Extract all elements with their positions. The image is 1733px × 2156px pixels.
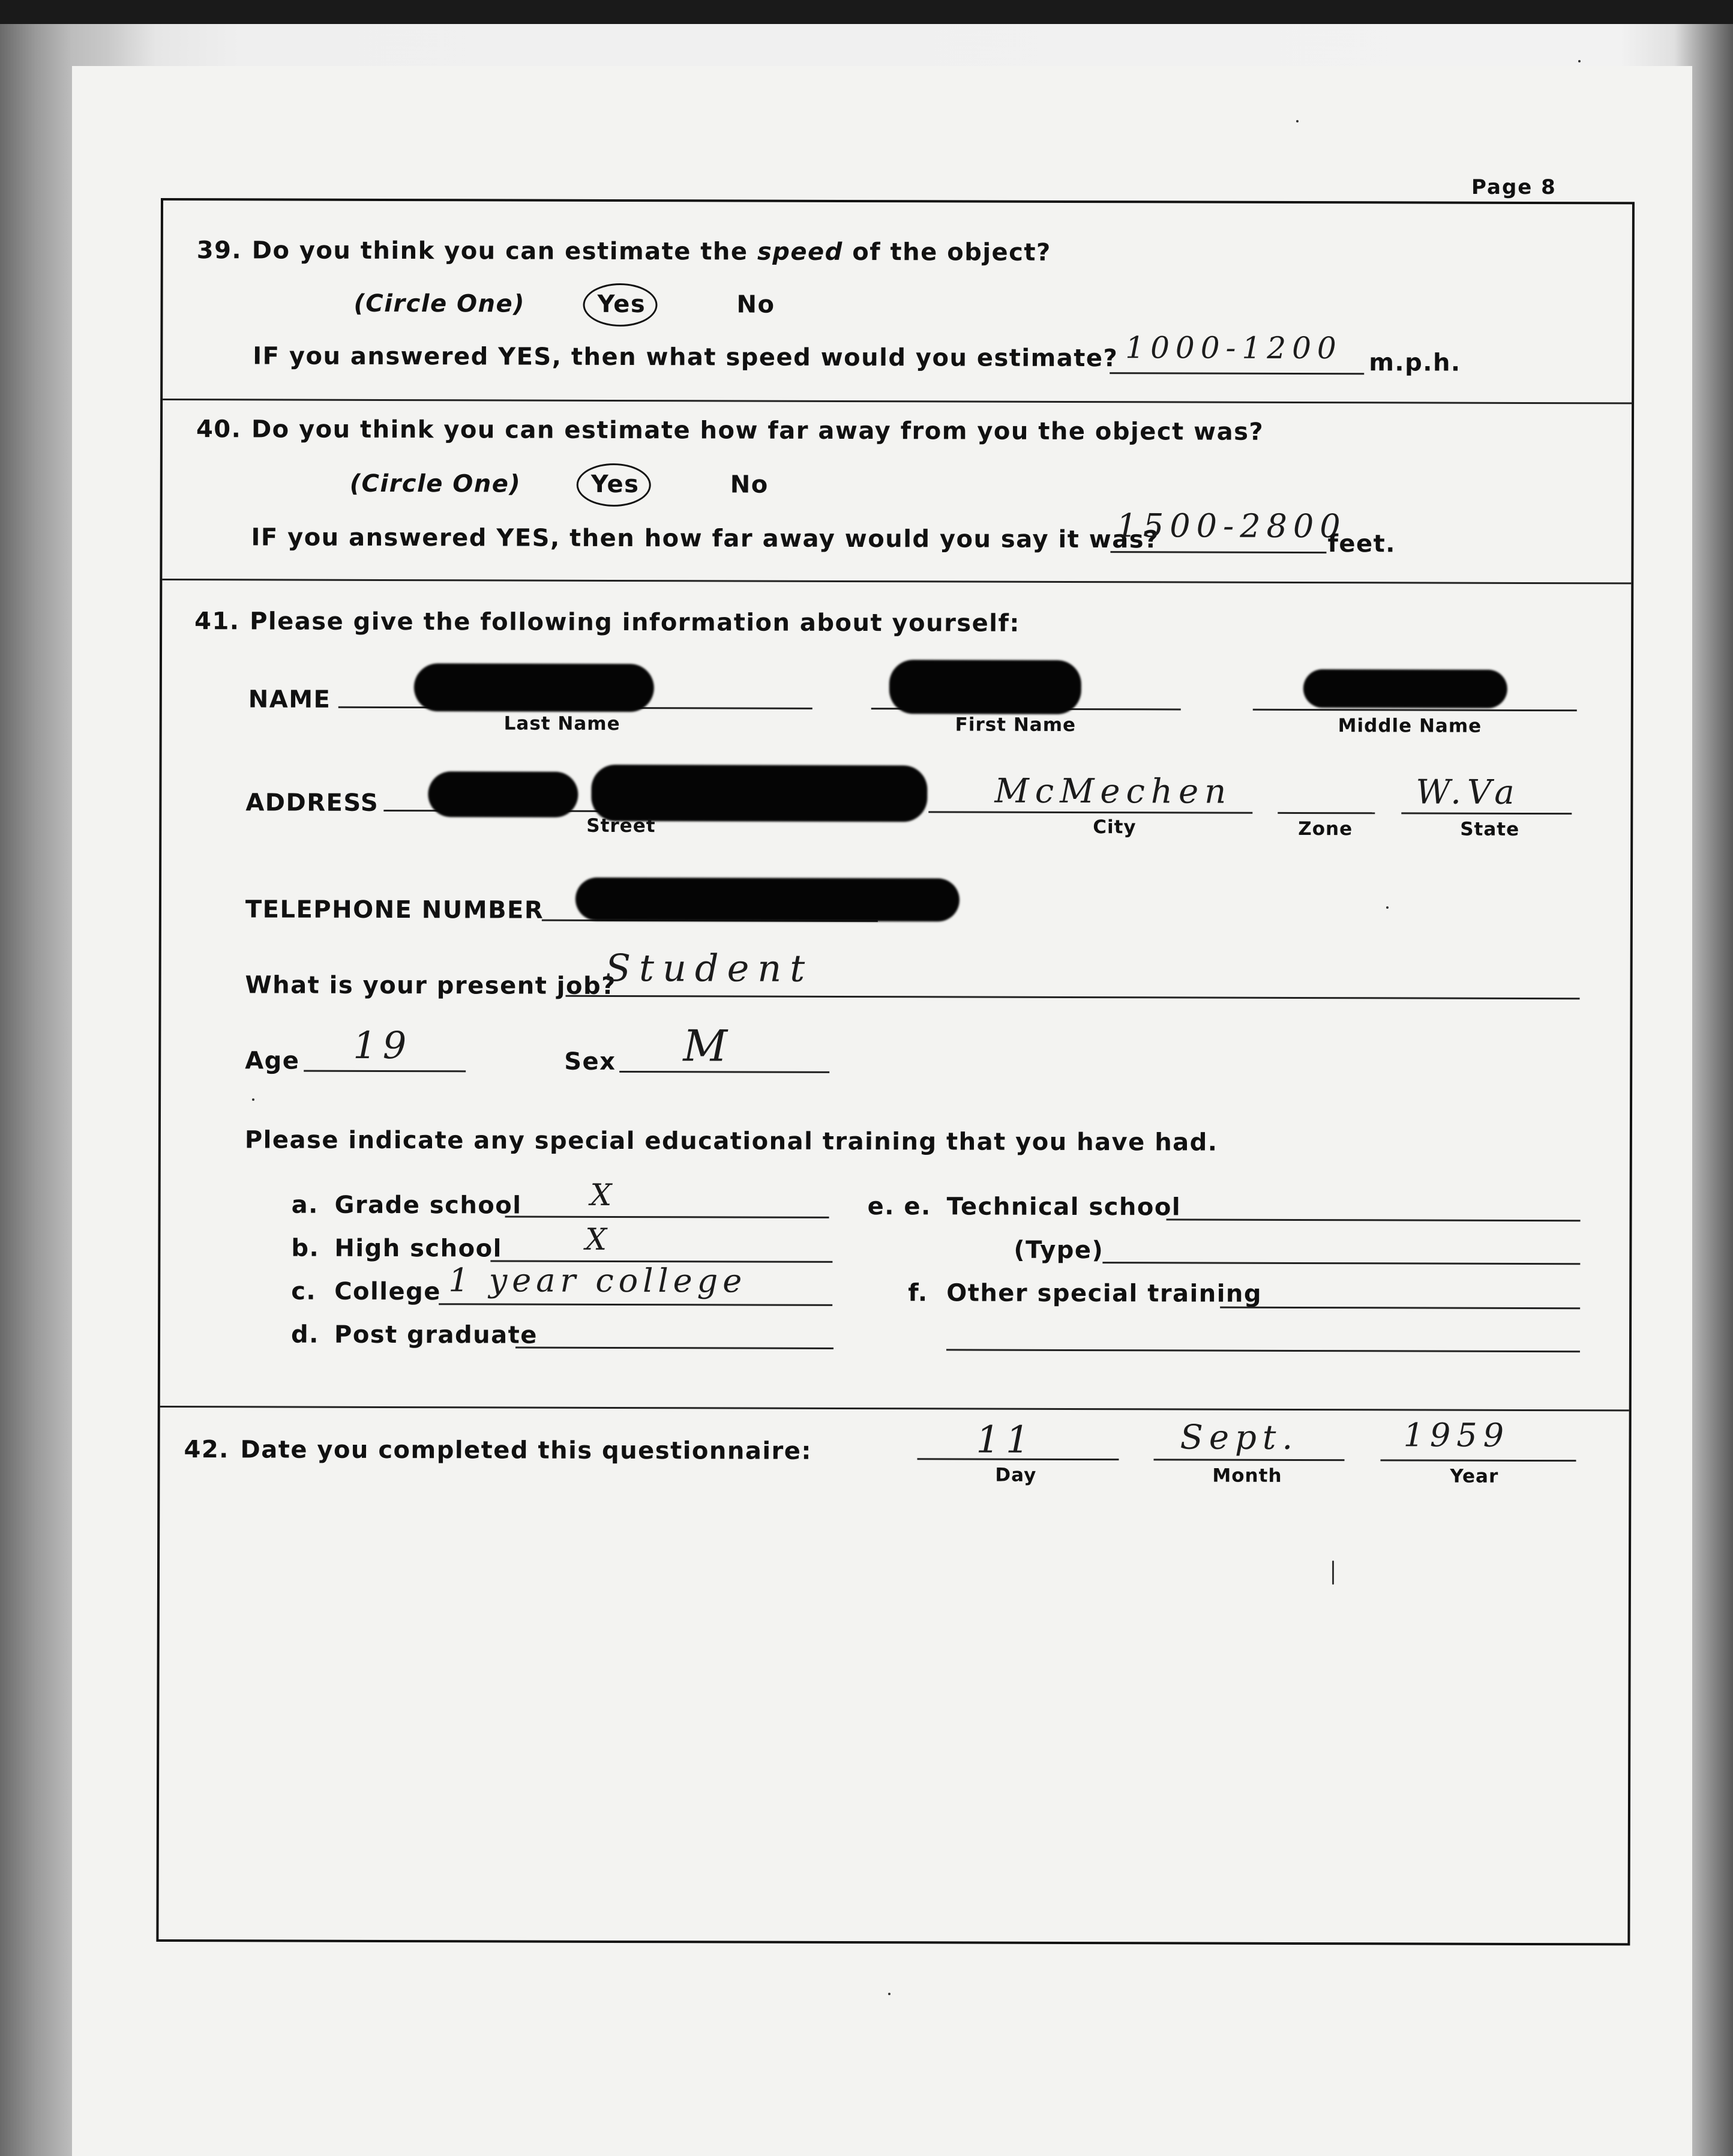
- q40-question: Do you think you can estimate how far away from you the object was?: [251, 415, 1264, 446]
- last-name-redaction: [414, 663, 654, 712]
- q39-yes-option[interactable]: Yes: [597, 290, 646, 319]
- city-line: [928, 811, 1252, 813]
- month-value[interactable]: Sept.: [1180, 1418, 1299, 1457]
- q42-number: 42.: [184, 1436, 229, 1464]
- age-value[interactable]: 19: [353, 1023, 413, 1068]
- q41-prompt: Please give the following information about yourself:: [250, 607, 1020, 637]
- telephone-redaction: [575, 878, 960, 922]
- edu-c-line: [439, 1303, 832, 1306]
- scan-speck: [1578, 60, 1581, 62]
- edu-d-text: Post graduate: [334, 1320, 538, 1349]
- q39-circle-one: (Circle One): [353, 289, 526, 318]
- q39-number: 39.: [196, 236, 242, 265]
- scan-top-edge: [0, 0, 1733, 24]
- middle-name-redaction: [1303, 669, 1507, 708]
- state-value[interactable]: W.Va: [1416, 772, 1521, 812]
- q40-no-option[interactable]: No: [730, 471, 769, 499]
- telephone-label: TELEPHONE NUMBER: [245, 896, 544, 924]
- divider-40-41: [162, 579, 1631, 584]
- scan-speck: [252, 1098, 254, 1101]
- questionnaire-form: [156, 198, 1635, 1945]
- edu-d-line: [515, 1347, 833, 1349]
- job-label: What is your present job?: [245, 971, 616, 1000]
- edu-f-line: [1220, 1307, 1580, 1310]
- edu-b-letter: b.: [291, 1234, 320, 1262]
- street-number-redaction: [428, 771, 578, 818]
- month-line: [1153, 1459, 1344, 1461]
- zone-line: [1278, 812, 1375, 814]
- q39-unit: m.p.h.: [1369, 349, 1461, 377]
- year-value[interactable]: 1959: [1403, 1416, 1510, 1454]
- q40-yes-option[interactable]: Yes: [590, 470, 640, 499]
- last-name-caption: Last Name: [503, 712, 620, 735]
- edu-f-text: Other special training: [946, 1279, 1263, 1308]
- edu-a-line: [505, 1216, 829, 1218]
- scan-speck: [1332, 1561, 1334, 1585]
- q39-answer[interactable]: 1000-1200: [1125, 330, 1342, 366]
- job-line: [566, 995, 1580, 999]
- divider-39-40: [163, 399, 1632, 404]
- zone-caption: Zone: [1298, 818, 1353, 840]
- q40-followup: IF you answered YES, then how far away would you say it was?: [251, 523, 1159, 554]
- scan-speck: [1386, 906, 1389, 909]
- edu-type-text: (Type): [1014, 1236, 1104, 1265]
- q41-number: 41.: [194, 607, 240, 636]
- edu-b-text: High school: [334, 1234, 502, 1263]
- q39-question: [252, 236, 1051, 266]
- edu-type-line: [1102, 1262, 1580, 1265]
- edu-e-letter: e. e.: [867, 1193, 931, 1221]
- scan-speck: [1296, 120, 1299, 122]
- edu-c-letter: c.: [291, 1277, 317, 1305]
- edu-b-value[interactable]: X: [585, 1221, 613, 1257]
- q39-no-option[interactable]: No: [736, 291, 775, 319]
- q42-question: Date you completed this questionnaire:: [240, 1436, 812, 1465]
- year-line: [1380, 1459, 1576, 1462]
- sex-line: [619, 1071, 829, 1073]
- edu-a-text: Grade school: [334, 1191, 522, 1220]
- q40-circle-one: (Circle One): [349, 469, 521, 498]
- edu-e-text: Technical school: [946, 1193, 1182, 1221]
- name-label: NAME: [248, 685, 331, 714]
- education-prompt: Please indicate any special educational training that you have had.: [244, 1126, 1218, 1157]
- first-name-redaction: [889, 660, 1081, 714]
- state-line: [1401, 812, 1572, 815]
- sex-label: Sex: [564, 1047, 616, 1076]
- edu-a-value[interactable]: X: [590, 1177, 618, 1212]
- age-line: [304, 1070, 466, 1073]
- city-value[interactable]: McMechen: [994, 771, 1233, 812]
- edu-f-letter: f.: [908, 1279, 928, 1307]
- month-caption: Month: [1212, 1465, 1282, 1487]
- q39-question-end: of the object?: [852, 238, 1051, 266]
- middle-name-caption: Middle Name: [1338, 715, 1482, 737]
- edu-c-text: College: [334, 1277, 441, 1306]
- street-caption: Street: [586, 815, 656, 837]
- page-number: Page 8: [1471, 175, 1557, 199]
- street-name-redaction: [591, 765, 927, 822]
- edu-a-letter: a.: [291, 1191, 319, 1219]
- q39-answer-line: [1110, 372, 1364, 375]
- q39-question-emphasis: speed: [757, 238, 843, 266]
- q40-number: 40.: [196, 415, 242, 444]
- age-label: Age: [245, 1047, 300, 1075]
- q40-answer[interactable]: 1500-2800: [1116, 507, 1347, 546]
- edu-f-line-2: [946, 1349, 1580, 1352]
- middle-name-line: [1253, 709, 1577, 711]
- city-caption: City: [1093, 816, 1137, 839]
- address-label: ADDRESS: [245, 789, 379, 817]
- day-caption: Day: [995, 1464, 1037, 1486]
- day-value[interactable]: 11: [976, 1417, 1036, 1462]
- edu-d-letter: d.: [290, 1320, 319, 1349]
- q39-question-start: Do you think you can estimate the: [251, 236, 748, 266]
- q39-followup: IF you answered YES, then what speed would you estimate?: [253, 342, 1119, 373]
- scan-speck: [888, 1993, 891, 1995]
- sex-value[interactable]: M: [683, 1020, 734, 1071]
- job-value[interactable]: Student: [605, 945, 814, 990]
- edu-c-value[interactable]: 1 year college: [448, 1261, 747, 1300]
- first-name-caption: First Name: [955, 714, 1077, 736]
- year-caption: Year: [1450, 1465, 1499, 1487]
- q40-unit: feet.: [1327, 530, 1396, 558]
- divider-41-42: [160, 1406, 1629, 1411]
- edu-e-line: [1167, 1218, 1581, 1221]
- state-caption: State: [1460, 818, 1520, 840]
